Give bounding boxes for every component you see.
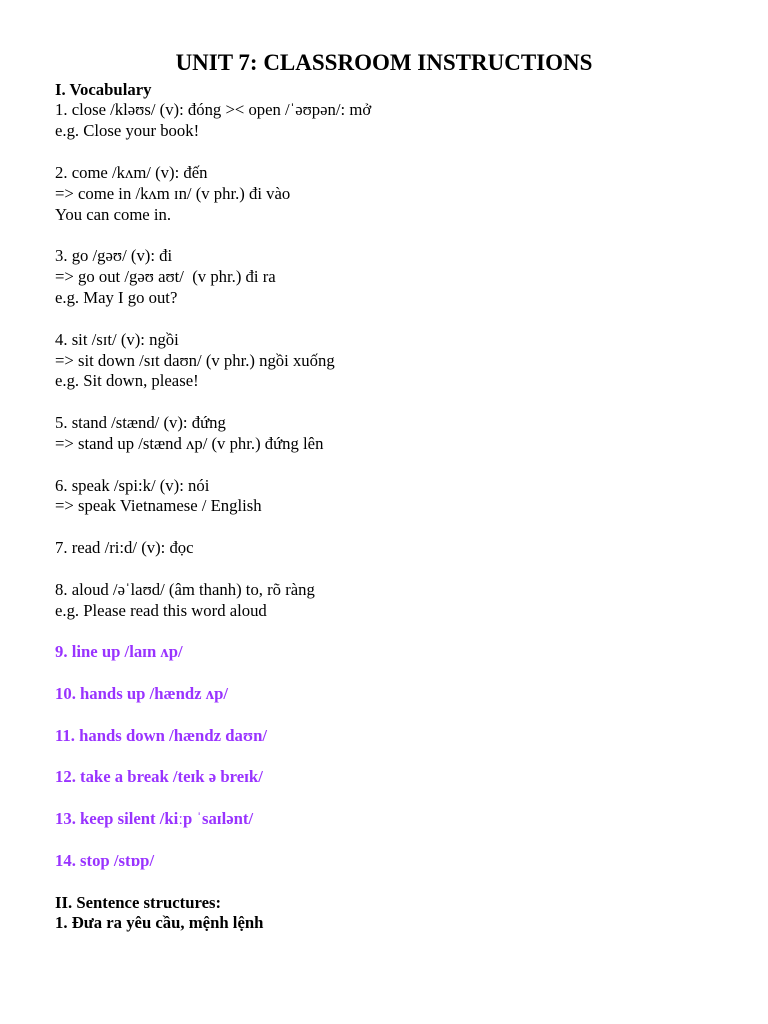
vocab-phrase-line: => speak Vietnamese / English [55,496,262,516]
vocab-definition-line: 1. close /kləʊs/ (v): đóng >< open /ˈəʊpən/: mở [55,100,372,120]
vocab-definition-line: 6. speak /spi:k/ (v): nói [55,475,210,495]
vocab-entry-aloud [55,580,745,622]
highlighted-item-line-up: 9. line up /laɪn ʌp/ [55,642,183,662]
page-title: UNIT 7: CLASSROOM INSTRUCTIONS [175,50,593,75]
vocab-definition-line: 4. sit /sɪt/ (v): ngồi [55,329,179,349]
vocab-definition-line: 5. stand /stænd/ (v): đứng [55,413,226,433]
vocab-entry-come [55,163,745,226]
highlighted-item-take-a-break: 12. take a break /teɪk ə breɪk/ [55,767,263,787]
vocab-phrase-line: => sit down /sɪt daʊn/ (v phr.) ngồi xuống [55,350,335,370]
vocab-entry-close [55,100,745,142]
document-body [55,80,745,935]
vocab-example-line: e.g. Sit down, please! [55,371,199,391]
highlighted-item-stop: 14. stop /stɒp/ [55,850,155,870]
vocab-example-line: You can come in. [55,204,172,224]
vocab-definition-line: 7. read /ri:d/ (v): đọc [55,538,194,558]
vocab-entry-sit [55,330,745,393]
subsection-heading-requests: 1. Đưa ra yêu cầu, mệnh lệnh [55,913,264,933]
vocab-example-line: e.g. May I go out? [55,288,178,308]
vocab-entry-speak [55,476,745,518]
section-heading-sentence-structures: II. Sentence structures: [55,892,222,912]
vocab-definition-line: 8. aloud /əˈlaʊd/ (âm thanh) to, rõ ràng [55,579,315,599]
vocab-entry-read [55,538,745,559]
vocab-entry-go [55,246,745,309]
vocab-definition-line: 3. go /gəʊ/ (v): đi [55,246,173,266]
highlighted-item-hands-down: 11. hands down /hændz daʊn/ [55,725,268,745]
vocab-phrase-line: => go out /gəʊ aʊt/ (v phr.) đi ra [55,267,276,287]
vocab-phrase-line: => stand up /stænd ʌp/ (v phr.) đứng lên [55,433,324,453]
vocab-example-line: e.g. Close your book! [55,121,200,141]
section-heading-vocabulary: I. Vocabulary [55,79,152,99]
vocab-example-line: e.g. Please read this word aloud [55,600,267,620]
vocab-phrase-line: => come in /kʌm ɪn/ (v phr.) đi vào [55,183,291,203]
vocab-definition-line: 2. come /kʌm/ (v): đến [55,162,208,182]
highlighted-item-hands-up: 10. hands up /hændz ʌp/ [55,684,228,704]
highlighted-item-keep-silent: 13. keep silent /kiːp ˈsaɪlənt/ [55,809,254,829]
vocab-entry-stand [55,413,745,455]
